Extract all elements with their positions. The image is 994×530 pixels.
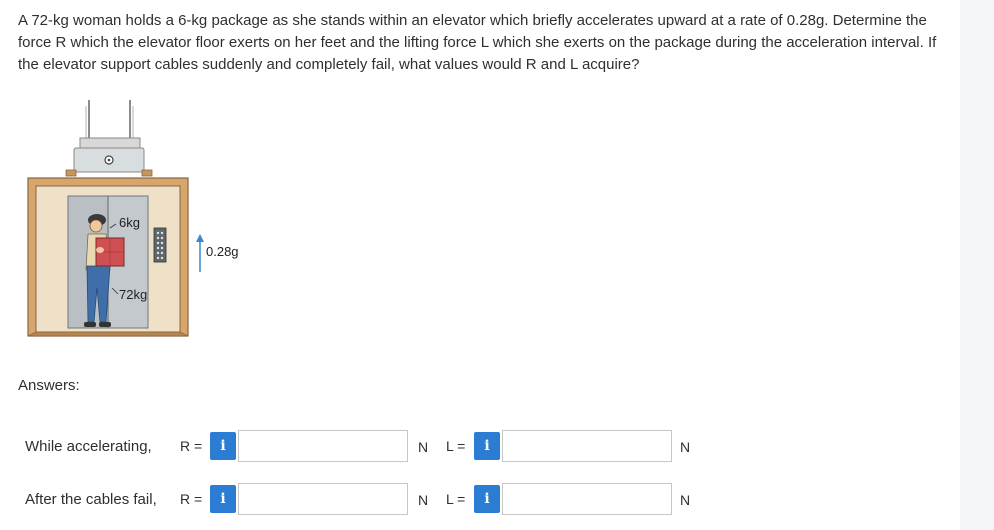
l-info-button[interactable]: i [474,432,500,460]
r-info-button[interactable]: i [210,432,236,460]
l-info-button[interactable]: i [474,485,500,513]
l-unit-label: N [680,492,691,508]
answer-row-accelerating [0,430,960,464]
r-equals-label: R = [180,438,203,454]
l-equals-label: L = [446,491,466,507]
r-info-button[interactable]: i [210,485,236,513]
acceleration-label: 0.28g [206,244,239,259]
l-accelerating-input[interactable] [502,430,672,462]
package-mass-label: 6kg [119,215,140,230]
r-cables-fail-input[interactable] [238,483,408,515]
answer-row-cables-fail [0,483,960,517]
r-accelerating-input[interactable] [238,430,408,462]
l-equals-label: L = [446,438,466,454]
r-unit-label: N [418,492,429,508]
answers-heading: Answers: [18,377,80,394]
problem-statement: A 72-kg woman holds a 6-kg package as she stands within an elevator which briefly accelerates upward at a rate of 0.28g. Determine the force R which the elevator floor exerts on her feet and the lifting force L which she exerts on the package during the acceleration interval. If the elevator support cables suddenly and completely fail, what values would R and L acquire? [18,12,937,73]
r-equals-label: R = [180,491,203,507]
row-label: While accelerating, [25,438,152,455]
elevator-figure [24,100,248,348]
row-label: After the cables fail, [25,491,157,508]
r-unit-label: N [418,439,429,455]
woman-mass-label: 72kg [119,287,148,302]
l-unit-label: N [680,439,691,455]
l-cables-fail-input[interactable] [502,483,672,515]
